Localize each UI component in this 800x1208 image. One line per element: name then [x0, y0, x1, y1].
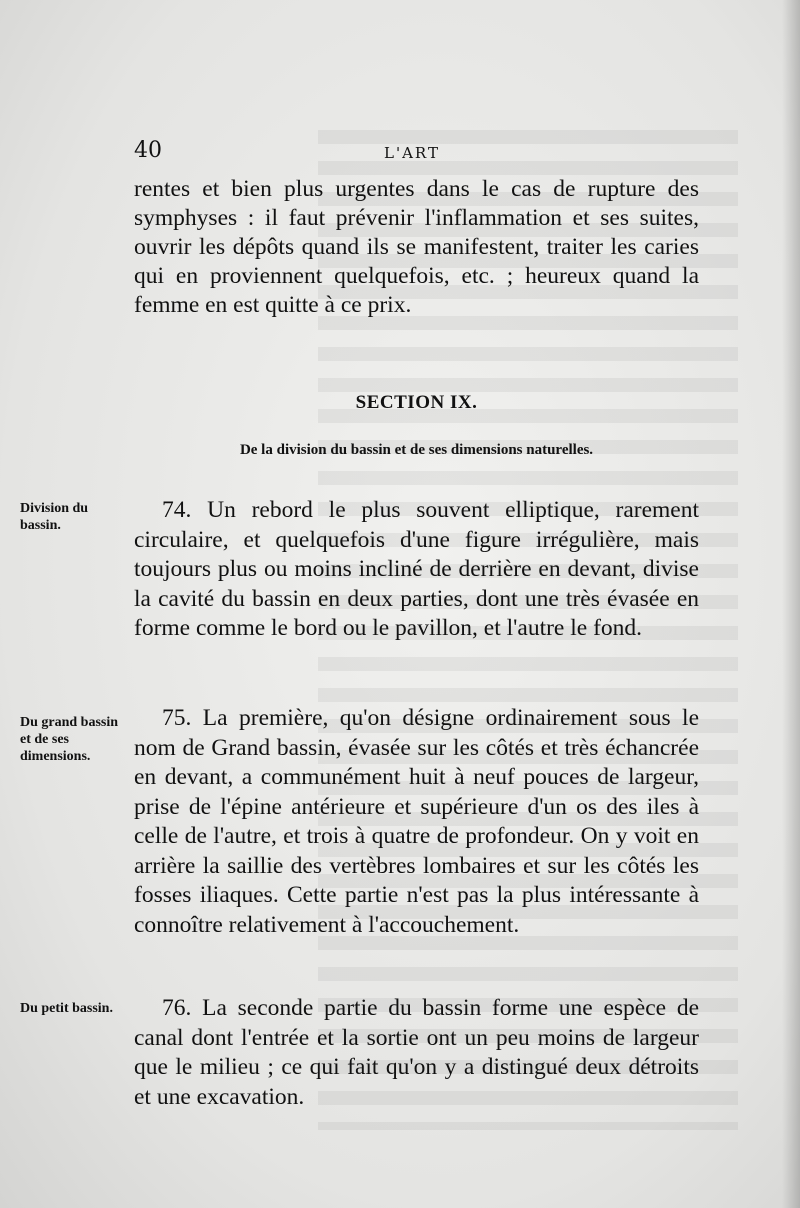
paragraph-text: Un rebord le plus souvent elliptique, rarement circulaire, et quelquefois d'une figure irrégulière, mais toujours plus ou moins incliné de derrière en devant, divise la cavité du bassin en deux parties, dont une très évasée en forme comme le bord ou le pavillon, et l'autre le fond.	[134, 497, 699, 641]
intro-paragraph	[134, 175, 699, 320]
paragraph-text: La première, qu'on désigne ordinairement sous le nom de Grand bassin, évasée sur les côtés et très échancrée en devant, a communément huit à neuf pouces de largeur, prise de l'épine antérieure et supérieure d'un os des iles à celle de l'autre, et trois à quatre de profondeur. On y voit en arrière la saillie des vertèbres lombaires et sur les côtés les fosses iliaques. Cette partie n'est pas la plus intéressante à connoître relativement à l'accouchement.	[134, 705, 700, 938]
paragraph-75	[134, 704, 699, 940]
page-number: 40	[134, 138, 162, 163]
paragraph-76	[134, 994, 699, 1112]
paragraph-74	[134, 496, 699, 644]
intro-text: rentes et bien plus urgentes dans le cas de rupture des symphyses : il faut prévenir l'inflammation et ses suites, ouvrir les dépôts quand ils se manifestent, traiter les caries qui en proviennent quelquefois, etc. ; heureux quand la femme en est quitte à ce prix.	[134, 176, 699, 318]
section-title: SECTION IX.	[355, 392, 478, 413]
page-header	[134, 138, 699, 168]
paragraph-number: 74.	[162, 497, 192, 523]
margin-note-division: Division du bassin.	[20, 501, 89, 533]
section-subtitle: De la division du bassin et de ses dimensions naturelles.	[239, 442, 594, 458]
margin-note-petit-bassin: Du petit bassin.	[20, 1001, 113, 1016]
paragraph-number: 75.	[162, 705, 192, 731]
running-head: L'ART	[384, 144, 440, 162]
paragraph-text: La seconde partie du bassin forme une espèce de canal dont l'entrée et la sortie ont un peu moins de largeur que le milieu ; ce qui fait qu'on y a distingué deux détroits et une excavation.	[134, 995, 699, 1110]
paragraph-number: 76.	[162, 995, 192, 1021]
page-edge-shadow	[782, 0, 800, 1208]
margin-note-grand-bassin: Du grand bassin et de ses dimensions.	[20, 715, 119, 764]
